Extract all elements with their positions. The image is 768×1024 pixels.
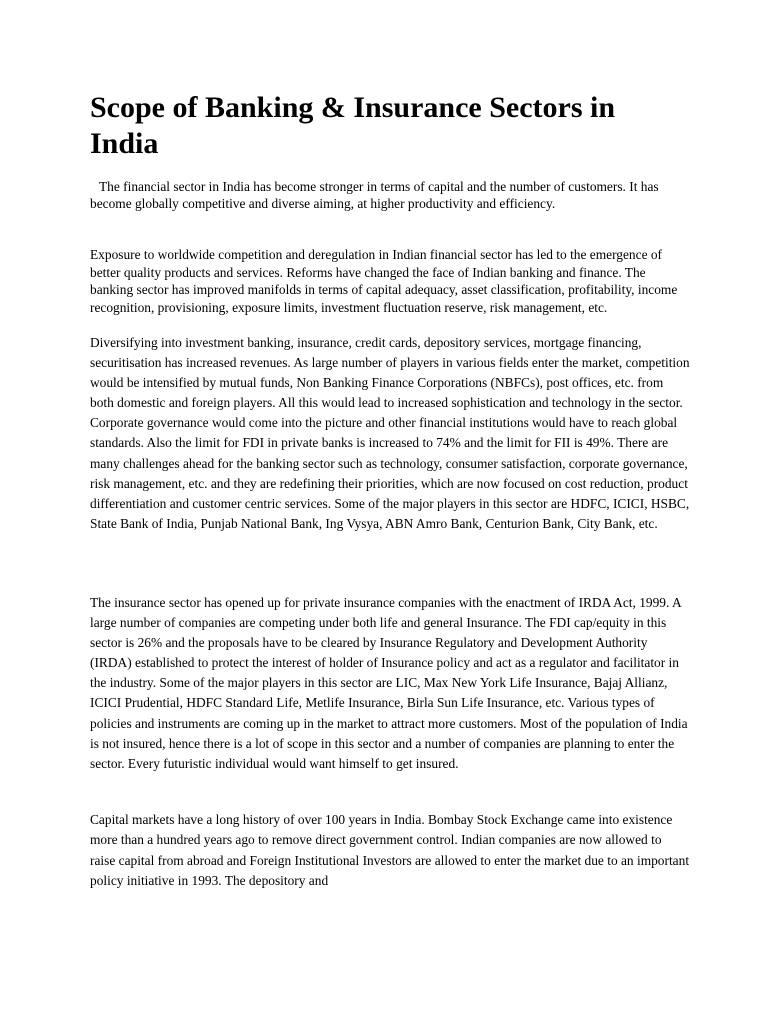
paragraph-financial-sector: The financial sector in India has become stronger in terms of capital and the number of customers. It has become globally competitive and diverse aiming, at higher productivity and efficiency. xyxy=(90,179,659,211)
paragraph-diversifying: Diversifying into investment banking, insurance, credit cards, depository services, mortgage financing, securitisation has increased revenues. As large number of players in various fields enter the market, competition would be intensified by mutual funds, Non Banking Finance Corporations (NBFCs), post offices, etc. from both domestic and foreign players. All this would lead to increased sophistication and technology in the sector. Corporate governance would come into the picture and other financial institutions would have to reach global standards. Also the limit for FDI in private banks is increased to 74% and the limit for FII is 49%. There are many challenges ahead for the banking sector such as technology, consumer satisfaction, corporate governance, risk management, etc. and they are redefining their priorities, which are now focused on cost reduction, product differentiation and customer centric services. Some of the major players in this sector are HDFC, ICICI, HSBC, State Bank of India, Punjab National Bank, Ing Vysya, ABN Amro Bank, Centurion Bank, City Bank, etc. xyxy=(90,335,690,531)
paragraph-capital-markets: Capital markets have a long history of over 100 years in India. Bombay Stock Exchange came into existence more than a hundred years ago to remove direct government control. Indian companies are now allowed to raise capital from abroad and Foreign Institutional Investors are allowed to enter the market due to an important policy initiative in 1993. The depository and xyxy=(90,812,690,888)
document-title: Scope of Banking & Insurance Sectors in India xyxy=(90,91,616,160)
paragraph-insurance-sector: The insurance sector has opened up for private insurance companies with the enactment of IRDA Act, 1999. A large number of companies are competing under both life and general Insurance. The FDI cap/equity in this sector is 26% and the proposals have to be cleared by Insurance Regulatory and Development Authority (IRDA) established to protect the interest of holder of Insurance policy and act as a regulator and facilitator in the industry. Some of the major players in this sector are LIC, Max New York Life Insurance, Bajaj Allianz, ICICI Prudential, HDFC Standard Life, Metlife Insurance, Birla Sun Life Insurance, etc. Various types of policies and instruments are coming up in the market to attract more customers. Most of the population of India is not insured, hence there is a lot of scope in this sector and a number of companies are planning to enter the sector. Every futuristic individual would want himself to get insured. xyxy=(90,595,688,771)
paragraph-exposure-competition: Exposure to worldwide competition and deregulation in Indian financial sector has led to the emergence of better quality products and services. Reforms have changed the face of Indian banking and finance. The banking sector has improved manifolds in terms of capital adequacy, asset classification, profitability, income recognition, provisioning, exposure limits, investment fluctuation reserve, risk management, etc. xyxy=(90,247,678,315)
